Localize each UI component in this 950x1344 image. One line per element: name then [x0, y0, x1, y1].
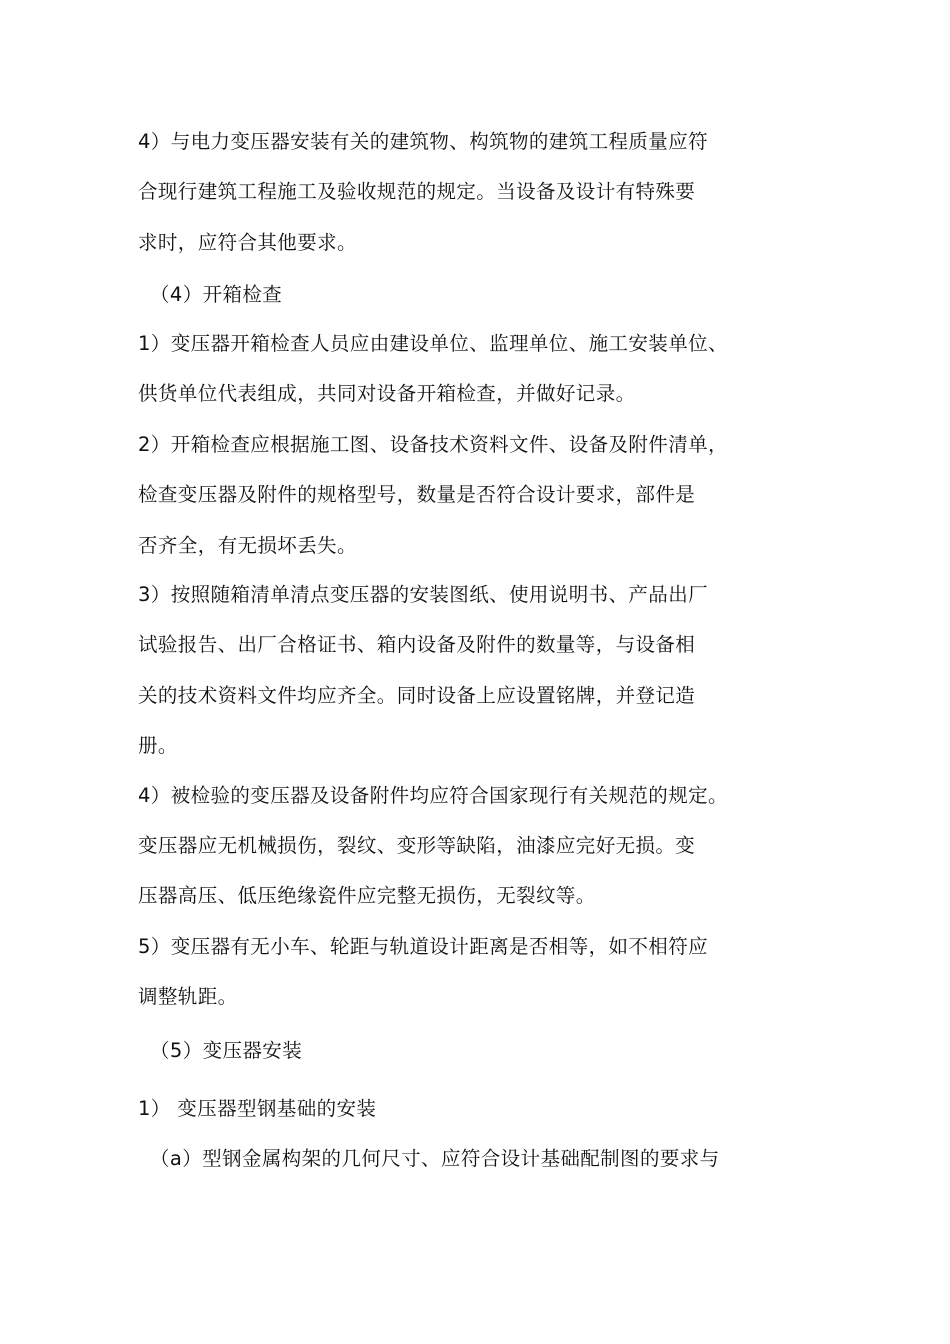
text-line: 5）变压器有无小车、轮距与轨道设计距离是否相等，如不相符应 [138, 935, 709, 958]
text-line: 试验报告、出厂合格证书、箱内设备及附件的数量等，与设备相 [138, 633, 696, 656]
text-line: 关的技术资料文件均应齐全。同时设备上应设置铭牌，并登记造 [138, 684, 696, 707]
text-line: 册。 [138, 734, 178, 757]
text-line: （a）型钢金属构架的几何尺寸、应符合设计基础配制图的要求与 [150, 1147, 720, 1170]
text-line: 检查变压器及附件的规格型号，数量是否符合设计要求，部件是 [138, 483, 696, 506]
text-line: 压器高压、低压绝缘瓷件应完整无损伤，无裂纹等。 [138, 884, 596, 907]
section-heading: （4）开箱检查 [150, 283, 283, 306]
text-line: 1）变压器开箱检查人员应由建设单位、监理单位、施工安装单位、 [138, 332, 728, 355]
text-line: 4）与电力变压器安装有关的建筑物、构筑物的建筑工程质量应符 [138, 130, 709, 153]
subsection-heading: 1） 变压器型钢基础的安装 [138, 1097, 377, 1120]
text-line: 3）按照随箱清单清点变压器的安装图纸、使用说明书、产品出厂 [138, 583, 709, 606]
section-heading: （5）变压器安装 [150, 1039, 303, 1062]
text-line: 调整轨距。 [138, 985, 238, 1008]
text-line: 否齐全，有无损坏丢失。 [138, 534, 357, 557]
text-line: 合现行建筑工程施工及验收规范的规定。当设备及设计有特殊要 [138, 180, 696, 203]
text-line: 2）开箱检查应根据施工图、设备技术资料文件、设备及附件清单， [138, 433, 728, 456]
text-line: 变压器应无机械损伤，裂纹、变形等缺陷，油漆应完好无损。变 [138, 834, 696, 857]
text-line: 求时，应符合其他要求。 [138, 231, 357, 254]
text-line: 4）被检验的变压器及设备附件均应符合国家现行有关规范的规定。 [138, 784, 728, 807]
text-line: 供货单位代表组成，共同对设备开箱检查，并做好记录。 [138, 382, 636, 405]
